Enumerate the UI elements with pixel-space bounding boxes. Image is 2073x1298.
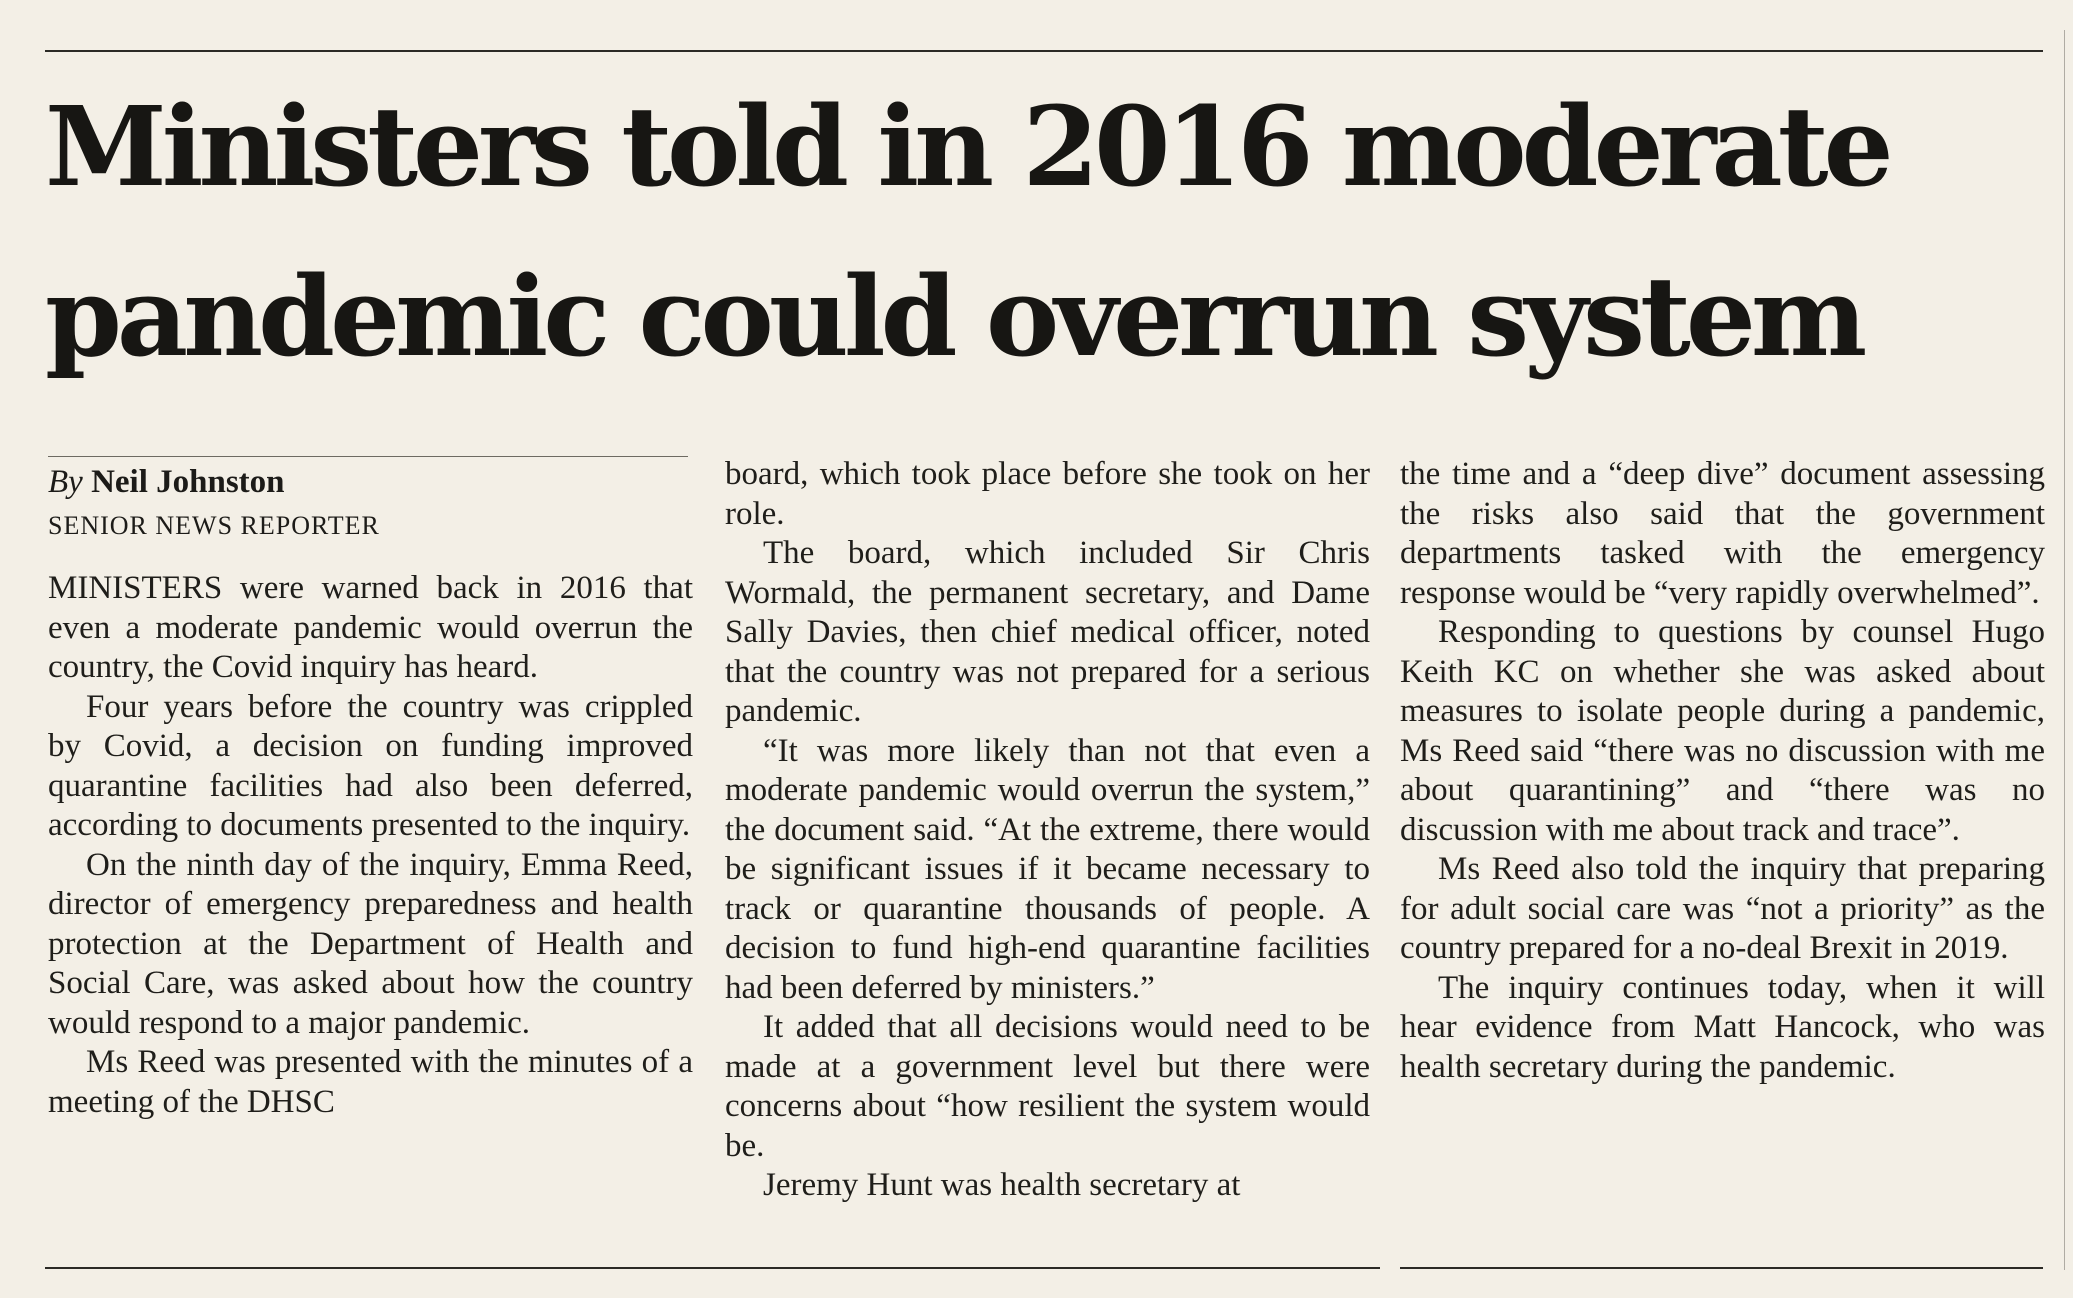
paragraph: “It was more likely than not that even a moderate pandemic would overrun the system,” the document said. “At the extreme, there would be significant issues if it became necessary to track or quarantine thousands of people. A decision to fund high-end quarantine facilities had been deferred by ministers.”: [725, 732, 1370, 1006]
headline: [45, 62, 2045, 402]
paragraph: board, which took place before she took on her role.: [725, 456, 1370, 532]
paragraph: Jeremy Hunt was health secretary at: [763, 1167, 1241, 1203]
paragraph: It added that all decisions would need to be made at a government level but there were concerns about “how resilient the system would be.: [725, 1009, 1370, 1164]
headline-line-1: Ministers told in 2016 moderate: [45, 82, 1889, 211]
byline-name: Neil Johnston: [91, 464, 285, 500]
byline-rule: [48, 456, 688, 457]
paragraph: the time and a “deep dive” document assessing the risks also said that the government departments tasked with the emergency response would be “very rapidly overwhelmed”.: [1400, 456, 2045, 611]
top-rule: [45, 50, 2043, 52]
paragraph: Four years before the country was crippled by Covid, a decision on funding improved quarantine facilities had also been deferred, according to documents presented to the inquiry.: [48, 688, 693, 843]
paragraph: Ms Reed was presented with the minutes of a meeting of the DHSC: [48, 1044, 693, 1120]
paragraph: The inquiry continues today, when it will hear evidence from Matt Hancock, who was health secretary during the pandemic.: [1400, 969, 2045, 1085]
paragraph: On the ninth day of the inquiry, Emma Reed, director of emergency preparedness and health protection at the Department of Health and Social Care, was asked about how the country would respond to a major pandemic.: [48, 846, 693, 1041]
bottom-rule-left: [45, 1267, 1380, 1269]
byline-role: SENIOR NEWS REPORTER: [48, 511, 380, 540]
byline-prefix: By: [48, 464, 83, 500]
paragraph: Responding to questions by counsel Hugo Keith KC on whether she was asked about measures to isolate people during a pandemic, Ms Reed said “there was no discussion with me about quarantining” and “there was no discussion with me about track and trace”.: [1400, 614, 2045, 848]
paragraph: The board, which included Sir Chris Wormald, the permanent secretary, and Dame Sally Davies, then chief medical officer, noted that the country was not prepared for a serious pandemic.: [725, 535, 1370, 729]
bottom-rule-right: [1400, 1267, 2043, 1269]
article-column-2: [725, 455, 1370, 1206]
byline: [48, 462, 693, 502]
article-column-3: [1400, 455, 2045, 1087]
paragraph: MINISTERS were warned back in 2016 that even a moderate pandemic would overrun the country, the Covid inquiry has heard.: [48, 570, 693, 685]
paragraph: Ms Reed also told the inquiry that preparing for adult social care was “not a priority” as the country prepared for a no-deal Brexit in 2019.: [1400, 851, 2045, 966]
page-edge-line: [2064, 30, 2065, 1270]
headline-line-2: pandemic could overrun system: [45, 252, 1863, 381]
